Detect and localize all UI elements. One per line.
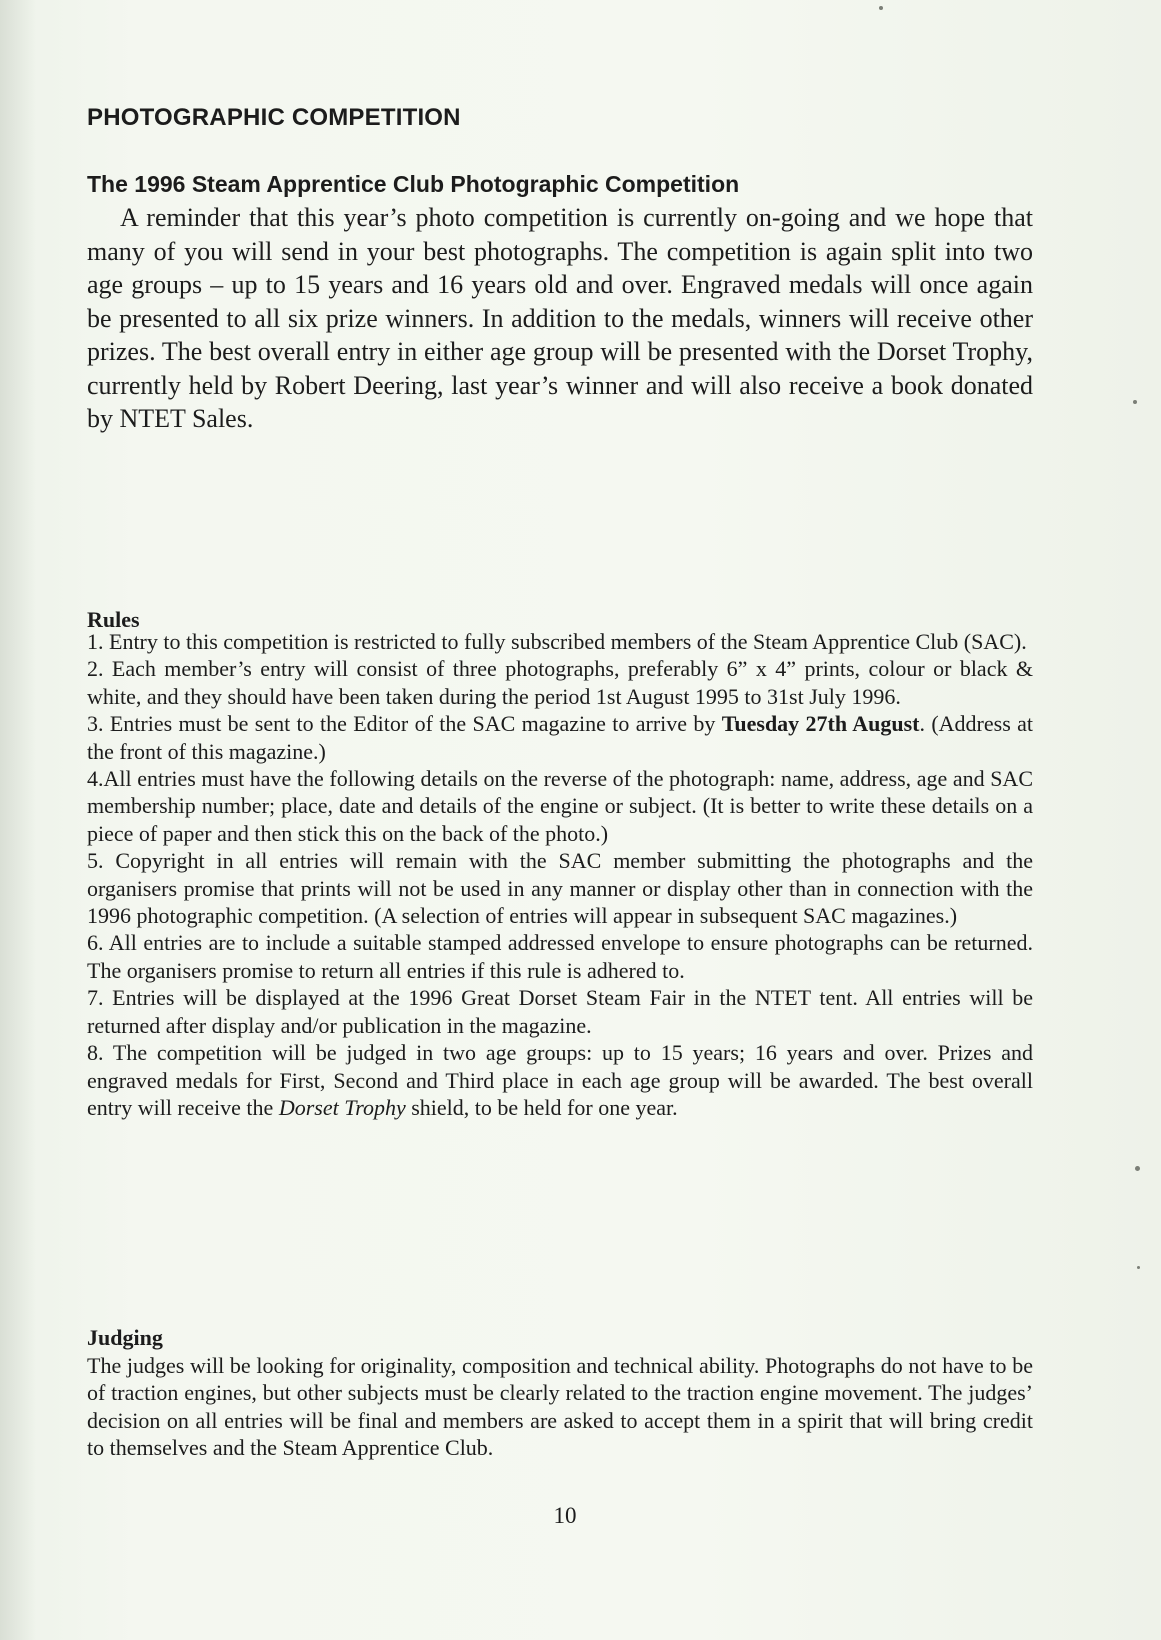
rule-text: 3. Entries must be sent to the Editor of the SAC magazine to arrive by	[87, 711, 722, 737]
rule-text: . (Address at the front of this magazine.)	[87, 711, 1033, 764]
scan-speck	[879, 6, 883, 10]
deadline-date: Tuesday 27th August	[721, 711, 920, 737]
rule-item	[87, 1039, 1033, 1121]
rule-item: 4.All entries must have the following details on the reverse of the photograph: name, address, age and SAC membership number; place, date and details of the engine or subject. (It is better to write these details on a piece of paper and then stick this on the back of the photo.)	[87, 766, 1033, 846]
rule-text: shield, to be held for one year.	[405, 1094, 678, 1120]
judging-paragraph: The judges will be looking for originality, composition and technical ability. Photographs do not have to be of traction engines, but other subjects must be clearly related to the traction engine movement. The judges’ decision on all entries will be final and members are asked to accept them in a spirit that will bring credit to themselves and the Steam Apprentice Club.	[87, 1353, 1033, 1461]
rule-item: 5. Copyright in all entries will remain with the SAC member submitting the photographs and the organisers promise that prints will not be used in any manner or display other than in connection with the 1996 photographic competition. (A selection of entries will appear in subsequent SAC magazines.)	[87, 848, 1033, 929]
scan-speck	[1133, 400, 1137, 404]
page-title: PHOTOGRAPHIC COMPETITION	[87, 104, 461, 131]
rule-item: 6. All entries are to include a suitable stamped addressed envelope to ensure photographs can be returned. The organisers promise to return all entries if this rule is adhered to.	[87, 930, 1033, 983]
scan-speck	[1135, 1166, 1140, 1171]
intro-paragraph: A reminder that this year’s photo competition is currently on-going and we hope that many of you will send in your best photographs. The competition is again split into two age groups – up to 15 years and 16 years old and over. Engraved medals will once again be presented to all six prize winners. In addition to the medals, winners will receive other prizes. The best overall entry in either age group will be presented with the Dorset Trophy, currently held by Robert Deering, last year’s winner and will also receive a book donated by NTET Sales.	[87, 203, 1033, 433]
rule-item: 2. Each member’s entry will consist of three photographs, preferably 6” x 4” prints, colour or black & white, and they should have been taken during the period 1st August 1995 to 31st July 1996.	[87, 656, 1033, 709]
rule-item	[87, 710, 1033, 765]
page-number: 10	[553, 1503, 577, 1528]
rule-item: 1. Entry to this competition is restricted to fully subscribed members of the Steam Apprentice Club (SAC).	[87, 629, 1027, 654]
rule-item: 7. Entries will be displayed at the 1996 Great Dorset Steam Fair in the NTET tent. All entries will be returned after display and/or publication in the magazine.	[87, 985, 1033, 1038]
judging-heading: Judging	[87, 1325, 163, 1350]
rule-text: 8. The competition will be judged in two age groups: up to 15 years; 16 years and over. Prizes and engraved medals for First, Second and Third place in each age group will be awarded. The best overall entry will receive the	[87, 1040, 1033, 1120]
competition-subtitle: The 1996 Steam Apprentice Club Photographic Competition	[87, 171, 740, 197]
rules-heading: Rules	[87, 607, 140, 632]
scan-speck	[1137, 1266, 1140, 1269]
spine-shadow	[0, 0, 36, 1640]
rules-list	[87, 628, 1033, 1121]
trophy-name: Dorset Trophy	[278, 1094, 406, 1120]
